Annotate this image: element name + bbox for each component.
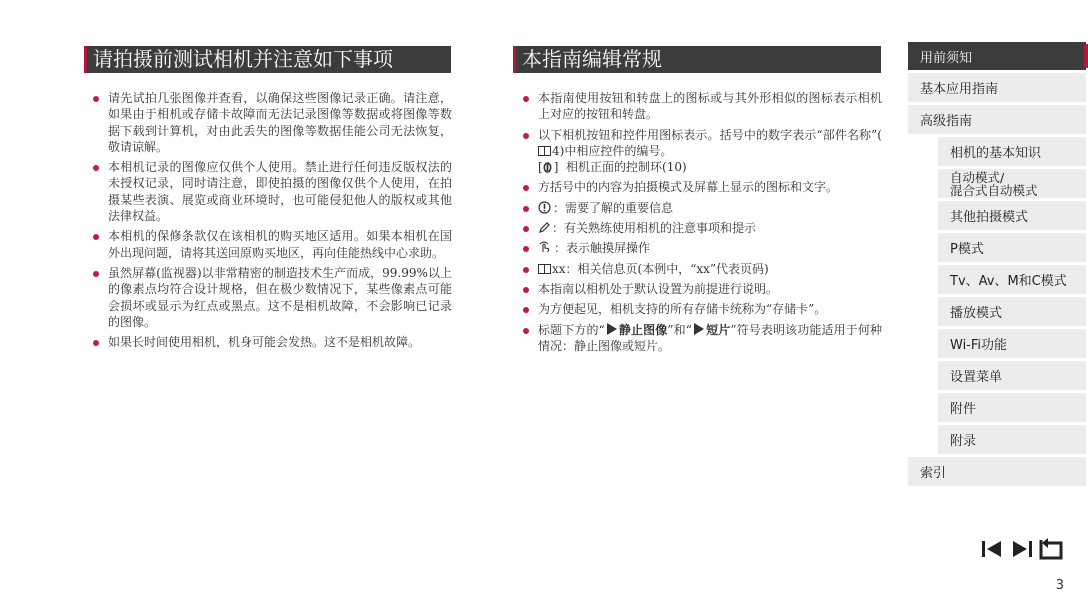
- book-icon: [538, 264, 551, 274]
- list-item-text: ：有关熟练使用相机的注意事项和提示: [552, 221, 757, 236]
- sidebar-item-label: 基本应用指南: [920, 82, 999, 97]
- sidebar-item-label: 高级指南: [920, 114, 973, 129]
- sidebar-item-label: P模式: [950, 242, 984, 257]
- play-triangle-icon: [607, 323, 617, 335]
- bullet-icon: [523, 226, 529, 232]
- previous-page-button[interactable]: [980, 537, 1004, 561]
- bullet-icon: [523, 206, 529, 212]
- sidebar-item-label: 用前须知: [920, 50, 973, 66]
- sidebar-item-label: Wi-Fi功能: [950, 338, 1008, 353]
- section-title-right: 本指南编辑常规: [513, 46, 881, 73]
- list-item-text: ：需要了解的重要信息: [553, 200, 674, 215]
- bracket-open: [: [538, 160, 543, 175]
- important-icon: [538, 201, 551, 214]
- list-item: [522, 220, 882, 236]
- list-item-text: 以下相机按钮和控件用图标表示。括号中的数字表示“部件名称”(: [538, 127, 882, 142]
- control-ring-icon: [543, 162, 552, 173]
- list-item-text: 为方便起见，相机支持的所有存储卡统称为“存储卡”。: [538, 302, 827, 317]
- sidebar-item-label: 自动模式/ 混合式自动模式: [950, 169, 1038, 198]
- list-item-text: 方括号中的内容为拍摄模式及屏幕上显示的图标和文字。: [538, 180, 839, 195]
- list-item-text: 4)中相应控件的编号。: [552, 143, 673, 158]
- sidebar-item-playback[interactable]: [938, 297, 1086, 326]
- bullet-icon: [523, 307, 529, 313]
- list-item: [522, 301, 882, 317]
- bullet-icon: [523, 96, 529, 102]
- list-item-text: ”和“: [667, 322, 692, 337]
- list-item: [522, 179, 882, 195]
- list-item: [92, 334, 452, 350]
- sidebar-item-before-use[interactable]: [908, 42, 1086, 70]
- control-ring-line: [538, 159, 882, 175]
- page-navigation: [980, 537, 1064, 563]
- precautions-list: [92, 90, 452, 354]
- list-item-text: 标题下方的“: [538, 322, 605, 337]
- bullet-icon: [93, 234, 99, 240]
- list-item-text: 如果长时间使用相机，机身可能会发热。这不是相机故障。: [108, 335, 421, 350]
- list-item-text: xx：相关信息页(本例中，“xx”代表页码): [552, 261, 769, 276]
- still-image-label: 静止图像: [618, 322, 668, 337]
- list-item-text: ”符号表明该功能适用于何种情况：静止图像或短片。: [538, 322, 882, 353]
- return-button[interactable]: [1038, 537, 1064, 561]
- bullet-icon: [523, 246, 529, 252]
- bullet-icon: [523, 287, 529, 293]
- list-item-text: 请先试拍几张图像并查看，以确保这些图像记录正确。请注意，如果由于相机或存储卡故障而无法记录图像等数据或将图像等数据下载到计算机，对由此丢失的图像等数据佳能公司无法恢复，敬请谅解。: [108, 91, 452, 154]
- conventions-list: [522, 90, 882, 358]
- list-item-text: 相机正面的控制环(10): [566, 160, 687, 175]
- sidebar-item-appendix[interactable]: [938, 425, 1086, 454]
- list-item: [92, 228, 452, 261]
- sidebar-item-setting-menu[interactable]: [938, 361, 1086, 390]
- bracket-close: ]: [553, 160, 559, 175]
- list-item-text: 本指南使用按钮和转盘上的图标或与其外形相似的图标表示相机上对应的按钮和转盘。: [538, 91, 882, 122]
- sidebar-item-label: 索引: [920, 466, 947, 481]
- sidebar-item-label: 播放模式: [950, 306, 1003, 321]
- list-item: [522, 127, 882, 176]
- list-item: [522, 261, 882, 277]
- bullet-icon: [93, 96, 99, 102]
- list-item: [522, 281, 882, 297]
- play-triangle-icon: [694, 323, 704, 335]
- movie-label: 短片: [705, 322, 731, 337]
- pencil-icon: [538, 221, 550, 234]
- sidebar-item-accessories[interactable]: [938, 393, 1086, 422]
- sidebar-item-label: 设置菜单: [950, 370, 1003, 385]
- list-item: [92, 90, 452, 155]
- sidebar-item-camera-basics[interactable]: [938, 137, 1086, 166]
- sidebar-item-label: Tv、Av、M和C模式: [950, 274, 1067, 289]
- sidebar-item-label: 附录: [950, 434, 977, 449]
- sidebar-item-basic-guide[interactable]: [908, 73, 1086, 102]
- list-item-text: 本相机记录的图像应仅供个人使用。禁止进行任何违反版权法的未授权记录，同时请注意，即使拍摄的图像仅供个人使用，在拍摄某些表演、展览或商业环境时，也可能侵犯他人的版权或其他法律权益。: [108, 160, 452, 224]
- bullet-icon: [93, 165, 99, 171]
- page-number: 3: [1055, 578, 1064, 593]
- bullet-icon: [523, 267, 529, 273]
- list-item-text: ：表示触摸屏操作: [554, 241, 651, 256]
- sidebar-item-other-modes[interactable]: [938, 201, 1086, 230]
- list-item: [522, 322, 882, 355]
- bullet-icon: [93, 340, 99, 346]
- sidebar-item-auto-mode[interactable]: [938, 169, 1086, 198]
- sidebar-item-p-mode[interactable]: [938, 233, 1086, 262]
- touch-icon: [538, 241, 552, 254]
- sidebar-item-label: 相机的基本知识: [950, 146, 1042, 161]
- list-item-text: 本指南以相机处于默认设置为前提进行说明。: [538, 281, 779, 296]
- list-item: [92, 265, 452, 330]
- list-item: [522, 90, 882, 123]
- next-page-button[interactable]: [1010, 537, 1034, 561]
- sidebar-item-tv-av-m-c[interactable]: [938, 265, 1086, 294]
- section-title-left: 请拍摄前测试相机并注意如下事项: [84, 46, 451, 73]
- sidebar-item-label: 附件: [950, 402, 977, 417]
- sidebar-item-label: 其他拍摄模式: [950, 210, 1029, 225]
- list-item-text: 虽然屏幕(监视器)以非常精密的制造技术生产而成，99.99%以上的像素点均符合设计规格，但在极少数情况下，某些像素点可能会损坏或显示为红点或黑点。这不是相机故障，不会影响已记录的图像。: [108, 265, 452, 329]
- list-item: [522, 200, 882, 216]
- bullet-icon: [93, 271, 99, 277]
- sidebar-item-wifi[interactable]: [938, 329, 1086, 358]
- list-item: [522, 240, 882, 256]
- sidebar-item-advanced-guide[interactable]: [908, 105, 1086, 134]
- bullet-icon: [523, 328, 529, 334]
- bullet-icon: [523, 133, 529, 139]
- list-item-text: 本相机的保修条款仅在该相机的购买地区适用。如果本相机在国外出现问题，请将其送回原购买地区，再向佳能热线中心求助。: [108, 229, 452, 260]
- list-item: [92, 159, 452, 224]
- book-icon: [538, 146, 551, 156]
- sidebar-item-index[interactable]: [908, 457, 1086, 486]
- bullet-icon: [523, 185, 529, 191]
